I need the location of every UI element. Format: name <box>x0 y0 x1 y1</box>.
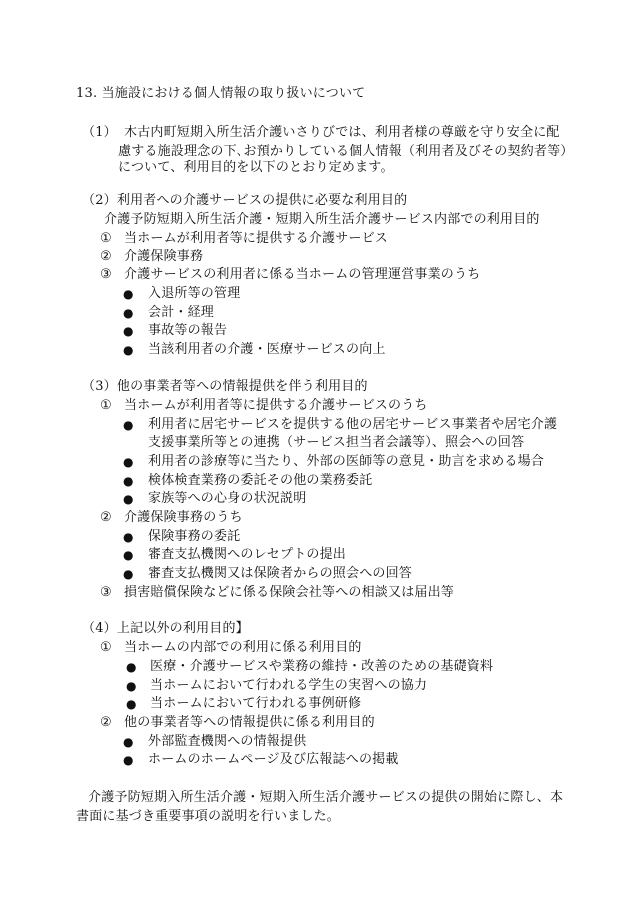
s3-item-2-number: ② <box>100 510 112 525</box>
s4-bullet-4: 外部監査機関への情報提供 <box>148 734 307 749</box>
bullet-icon: ● <box>123 492 134 506</box>
bullet-icon: ● <box>123 530 134 544</box>
s3-bullet-7: 審査支払機関又は保険者からの照会への回答 <box>148 566 413 581</box>
s2-title: （2）利用者への介護サービスの提供に必要な利用目的 <box>82 193 408 208</box>
bullet-icon: ● <box>123 735 134 749</box>
s2-item-2-text: 介護保険事務 <box>124 249 204 264</box>
bullet-icon: ● <box>123 548 134 562</box>
s3-bullet-6: 審査支払機関へのレセプトの提出 <box>148 547 347 562</box>
s3-item-3-number: ③ <box>100 585 112 600</box>
bullet-icon: ● <box>126 660 137 674</box>
closing-line-2: 書面に基づき重要事項の説明を行いました。 <box>76 809 341 824</box>
bullet-icon: ● <box>123 343 134 357</box>
s3-item-1-number: ① <box>100 398 112 413</box>
s3-bullet-3: 検体検査業務の委託その他の業務委託 <box>148 473 373 488</box>
bullet-icon: ● <box>123 324 134 338</box>
section-heading: 13. 当施設における個人情報の取り扱いについて <box>76 86 366 101</box>
bullet-icon: ● <box>123 418 134 432</box>
bullet-icon: ● <box>123 567 134 581</box>
s2-bullet-4: 当該利用者の介護・医療サービスの向上 <box>148 342 386 357</box>
bullet-icon: ● <box>123 753 134 767</box>
s2-item-1-text: 当ホームが利用者等に提供する介護サービス <box>124 231 389 246</box>
s1-number: （1） <box>82 125 117 140</box>
s4-item-1-text: 当ホームの内部での利用に係る利用目的 <box>124 640 362 655</box>
s4-bullet-5: ホームのホームページ及び広報誌への掲載 <box>148 752 399 767</box>
s4-item-1-number: ① <box>100 640 112 655</box>
bullet-icon: ● <box>123 455 134 469</box>
s2-item-2-number: ② <box>100 249 112 264</box>
s1-line-3: について、利用目的を以下のとおり定めます。 <box>118 160 394 175</box>
s3-item-2-text: 介護保険事務のうち <box>124 510 243 525</box>
bullet-icon: ● <box>126 679 137 693</box>
bullet-icon: ● <box>123 287 134 301</box>
s2-item-3-text: 介護サービスの利用者に係る当ホームの管理運営事業のうち <box>124 267 481 282</box>
closing-line-1: 介護予防短期入所生活介護・短期入所生活介護サービスの提供の開始に際し、本 <box>88 790 564 805</box>
bullet-icon: ● <box>123 306 134 320</box>
s3-title: （3）他の事業者等への情報提供を伴う利用目的 <box>82 379 368 394</box>
s2-item-1-number: ① <box>100 231 112 246</box>
s3-bullet-4: 家族等への心身の状況説明 <box>148 491 307 506</box>
s3-bullet-1b: 支援事業所等との連携（サービス担当者会議等）、照会への回答 <box>148 435 525 450</box>
s4-item-2-text: 他の事業者等への情報提供に係る利用目的 <box>124 715 375 730</box>
s2-subtitle: 介護予防短期入所生活介護・短期入所生活介護サービス内部での利用目的 <box>104 212 540 227</box>
s4-title: （4）上記以外の利用目的】 <box>82 621 249 636</box>
s1-line-2: 慮する施設理念の下､お預かりしている個人情報（利用者及びその契約者等） <box>118 144 574 159</box>
s4-bullet-3: 当ホームにおいて行われる事例研修 <box>150 696 362 711</box>
bullet-icon: ● <box>123 474 134 488</box>
s3-bullet-5: 保険事務の委託 <box>148 529 241 544</box>
s3-item-1-text: 当ホームが利用者等に提供する介護サービスのうち <box>124 398 428 413</box>
bullet-icon: ● <box>126 697 137 711</box>
s2-bullet-2: 会計・経理 <box>148 305 215 320</box>
s3-bullet-1a: 利用者に居宅サービスを提供する他の居宅サービス事業者や居宅介護 <box>148 417 558 432</box>
s2-bullet-3: 事故等の報告 <box>148 323 228 338</box>
s4-item-2-number: ② <box>100 715 112 730</box>
s4-bullet-2: 当ホームにおいて行われる学生の実習への協力 <box>150 678 428 693</box>
s4-bullet-1: 医療・介護サービスや業務の維持・改善のための基礎資料 <box>150 659 494 674</box>
s3-bullet-2: 利用者の診療等に当たり、外部の医師等の意見・助言を求める場合 <box>148 454 545 469</box>
s2-bullet-1: 入退所等の管理 <box>148 286 241 301</box>
s1-line-1: 木古内町短期入所生活介護いさりびでは、利用者様の尊厳を守り安全に配 <box>124 125 560 140</box>
s3-item-3-text: 損害賠償保険などに係る保険会社等への相談又は届出等 <box>124 585 455 600</box>
s2-item-3-number: ③ <box>100 267 112 282</box>
